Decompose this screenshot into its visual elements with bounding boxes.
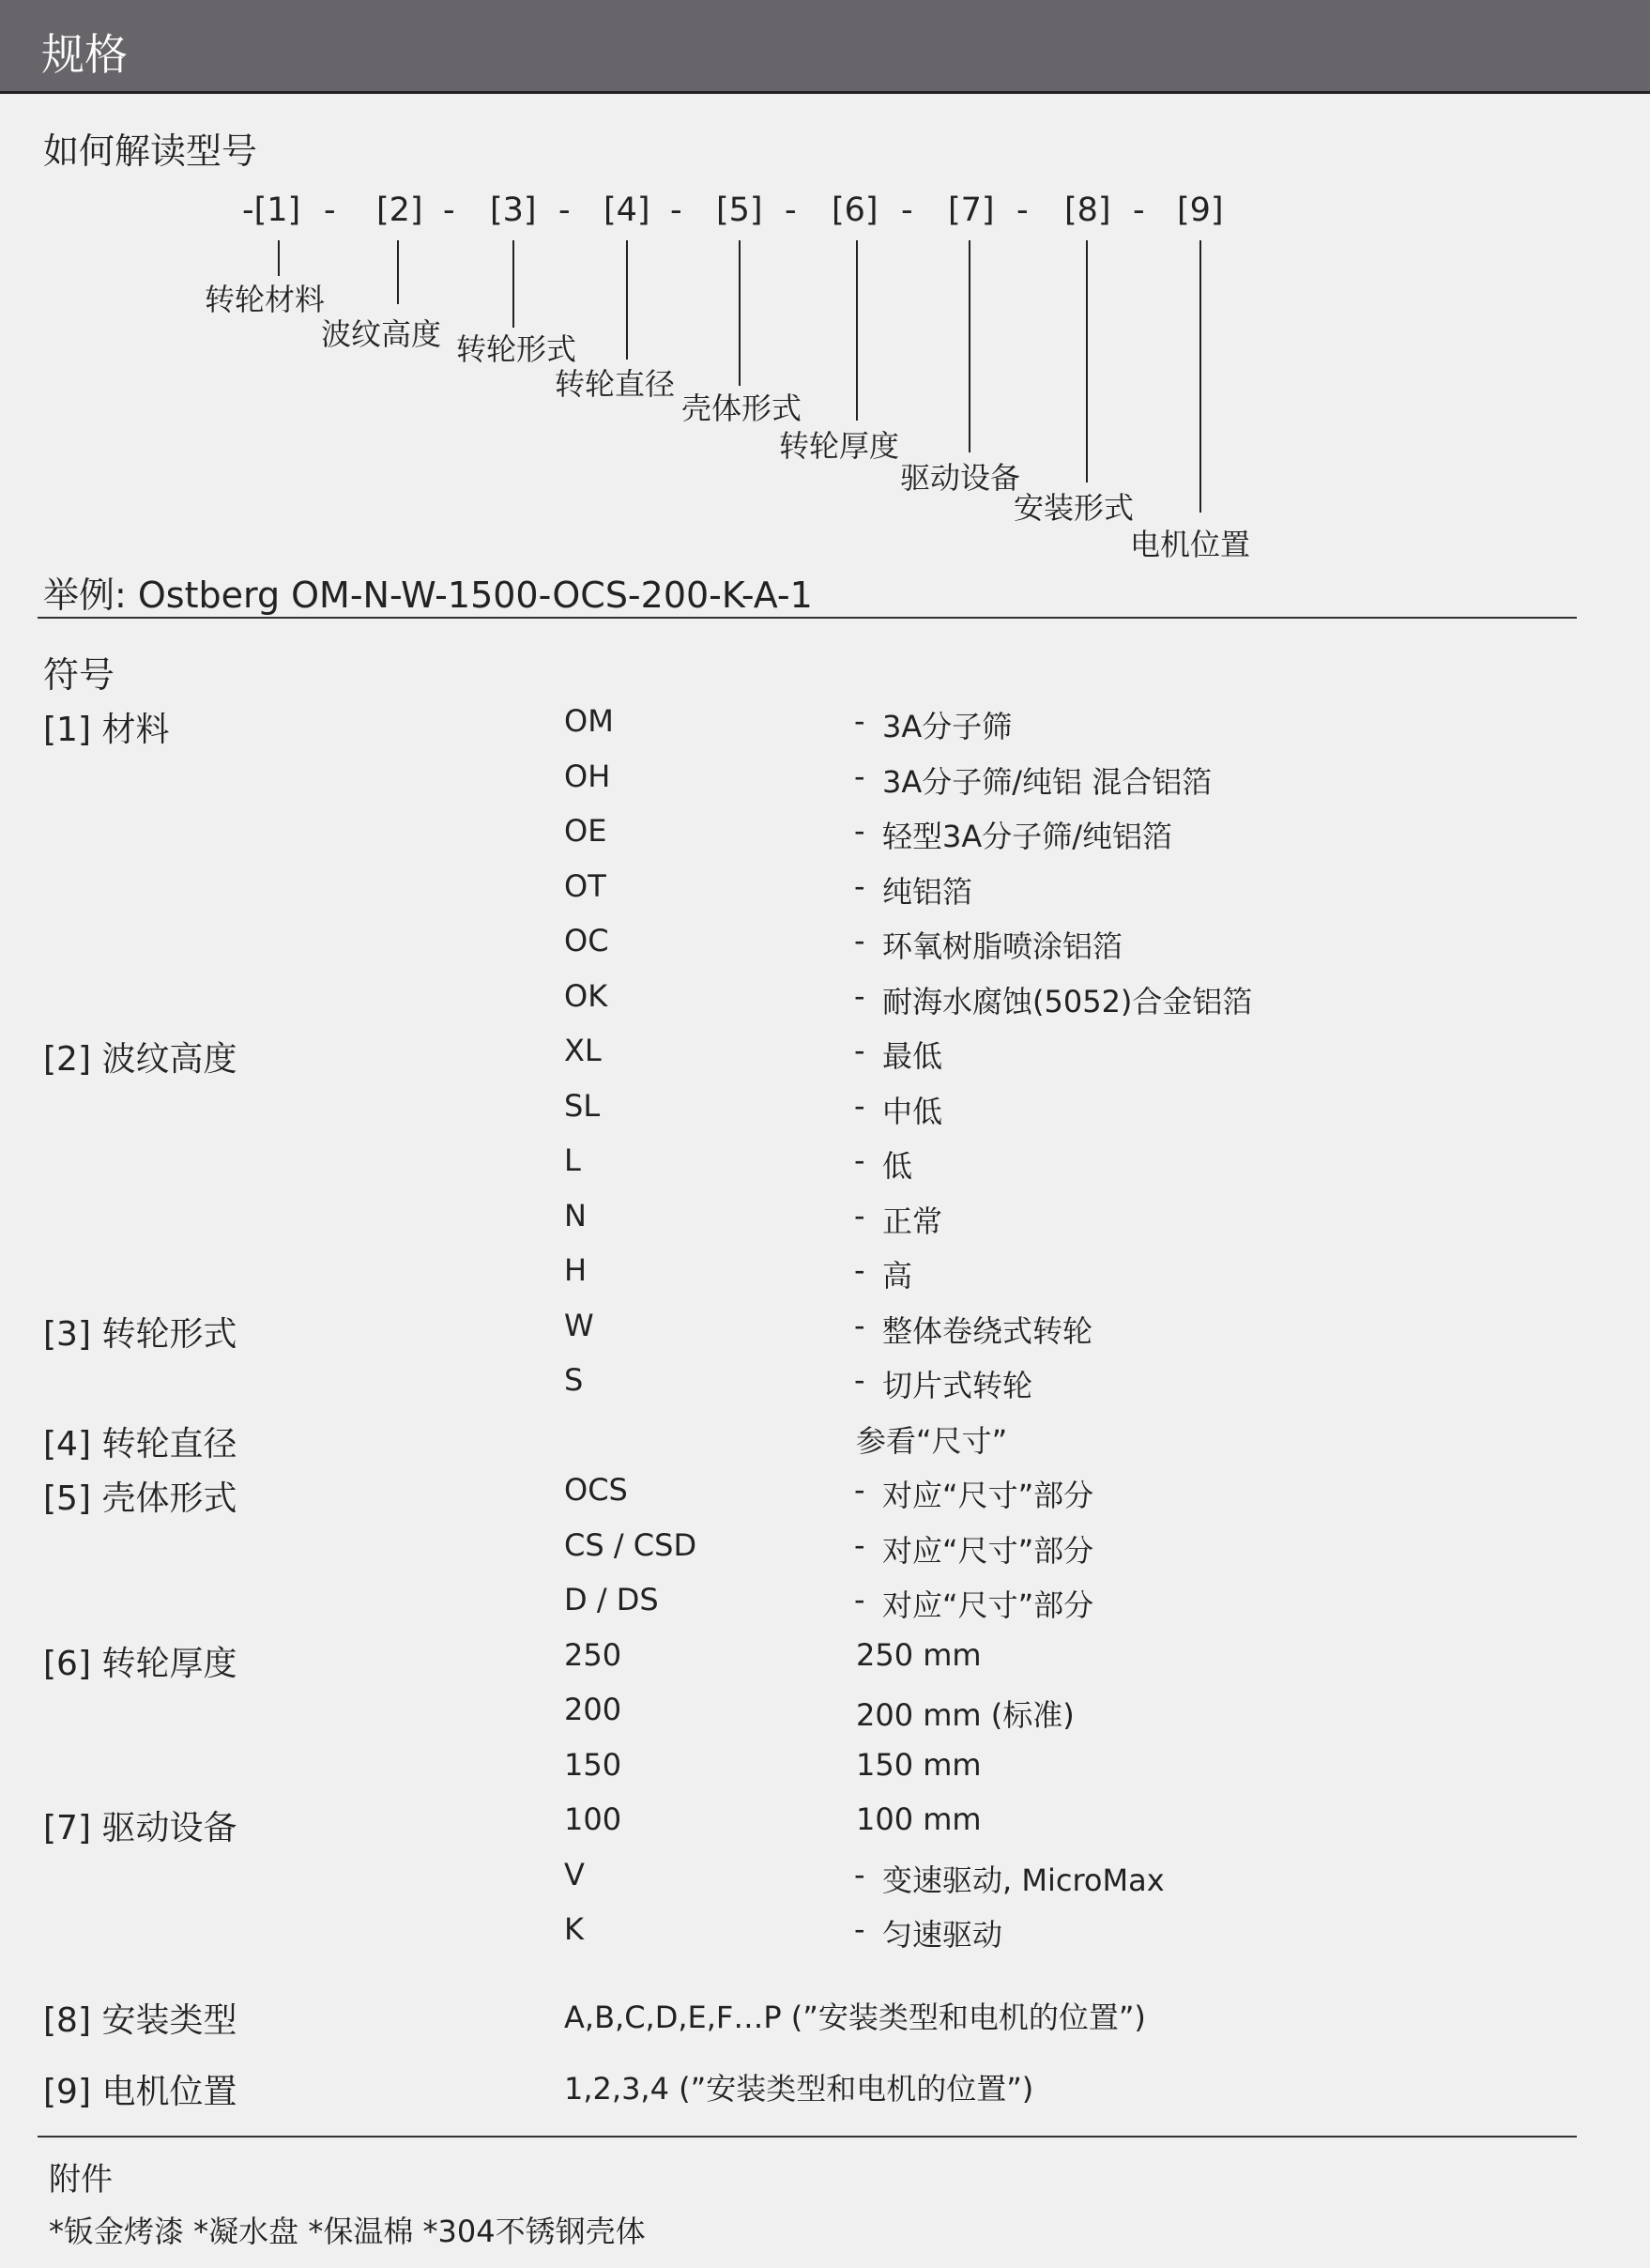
label-rotor-material: 转轮材料	[205, 282, 326, 317]
symbol-code: XL	[564, 1033, 602, 1068]
symbol-code: S	[564, 1362, 584, 1398]
symbol-description: 中低	[882, 1093, 943, 1129]
symbol-description: 3A分子筛/纯铝 混合铝箔	[882, 763, 1213, 800]
symbol-code: 1,2,3,4 (”安装类型和电机的位置”)	[564, 2071, 1034, 2107]
symbol-code: OK	[564, 977, 608, 1014]
symbols-title: 符号	[43, 654, 115, 696]
symbol-description: 正常	[882, 1203, 943, 1239]
symbol-dash: -	[854, 1911, 865, 1947]
label-motor-position: 电机位置	[1130, 527, 1251, 562]
accessories-title: 附件	[49, 2161, 113, 2199]
symbol-code: V	[564, 1856, 585, 1893]
symbol-category: [7] 驱动设备	[43, 1809, 237, 1847]
page-title: 规格	[41, 29, 128, 80]
code-sep: -	[670, 192, 682, 229]
symbol-description: 高	[882, 1258, 913, 1294]
symbol-category: [5] 壳体形式	[43, 1479, 237, 1518]
code-sep: -	[1133, 192, 1145, 229]
symbol-dash: -	[854, 1472, 865, 1508]
symbol-dash: -	[854, 813, 865, 849]
header-bar	[0, 0, 1650, 94]
symbol-code: W	[564, 1307, 594, 1343]
code-4: [4]	[603, 192, 650, 229]
symbol-description: 耐海水腐蚀(5052)合金铝箔	[882, 983, 1253, 1019]
code-sep: -	[1016, 192, 1029, 229]
code-2: [2]	[376, 192, 423, 229]
code-5: [5]	[716, 192, 763, 229]
symbol-code: L	[564, 1142, 581, 1178]
code-1: -[1]	[242, 192, 301, 229]
symbol-description: 200 mm (标准)	[856, 1697, 1075, 1733]
code-7: [7]	[948, 192, 995, 229]
symbol-description: 对应“尺寸”部分	[882, 1478, 1094, 1513]
symbol-code: CS / CSD	[564, 1526, 697, 1563]
symbol-code: A,B,C,D,E,F…P (”安装类型和电机的位置”)	[564, 2000, 1146, 2035]
code-9: [9]	[1177, 192, 1224, 229]
symbol-code: OH	[564, 758, 611, 794]
decode-title: 如何解读型号	[43, 130, 258, 172]
code-sep: -	[443, 192, 455, 229]
symbol-category: [8] 安装类型	[43, 2001, 237, 2040]
label-mounting: 安装形式	[1014, 490, 1135, 526]
leader-line	[856, 240, 858, 421]
code-8: [8]	[1064, 192, 1111, 229]
symbol-dash: -	[854, 867, 865, 904]
symbol-description: 轻型3A分子筛/纯铝箔	[882, 819, 1173, 854]
symbol-code: 200	[564, 1692, 622, 1727]
code-3: [3]	[490, 192, 537, 229]
symbol-category: [2] 波纹高度	[43, 1040, 237, 1079]
label-rotor-thickness: 转轮厚度	[779, 428, 900, 464]
symbol-code: OC	[564, 923, 609, 958]
label-drive: 驱动设备	[900, 460, 1021, 496]
symbol-category: [1] 材料	[43, 711, 170, 749]
symbol-dash: -	[854, 1142, 865, 1178]
code-sep: -	[901, 192, 913, 229]
leader-line	[739, 240, 741, 386]
code-sep: -	[324, 192, 336, 229]
leader-line	[397, 240, 399, 304]
symbol-description: 参看“尺寸”	[856, 1422, 1008, 1459]
symbol-code: 150	[564, 1746, 622, 1783]
symbol-description: 匀速驱动	[882, 1917, 1003, 1953]
symbol-dash: -	[854, 1197, 865, 1234]
symbol-description: 对应“尺寸”部分	[882, 1587, 1094, 1623]
symbol-description: 150 mm	[856, 1746, 982, 1783]
leader-line	[626, 240, 628, 360]
symbol-dash: -	[854, 1582, 865, 1617]
symbol-description: 100 mm	[856, 1801, 982, 1837]
symbol-description: 整体卷绕式转轮	[882, 1312, 1093, 1349]
symbol-dash: -	[854, 923, 865, 958]
code-sep: -	[558, 192, 571, 229]
symbol-category: [3] 转轮形式	[43, 1314, 237, 1354]
leader-line	[1199, 240, 1201, 513]
symbol-category: [9] 电机位置	[43, 2073, 237, 2111]
symbol-code: OE	[564, 813, 607, 849]
label-rotor-diameter: 转轮直径	[555, 366, 676, 402]
symbol-category: [6] 转轮厚度	[43, 1644, 237, 1683]
symbol-code: OM	[564, 703, 614, 739]
symbol-code: 100	[564, 1801, 622, 1837]
leader-line	[1086, 240, 1088, 483]
symbol-description: 变速驱动, MicroMax	[882, 1862, 1165, 1898]
symbol-dash: -	[854, 1252, 865, 1288]
symbol-description: 3A分子筛	[882, 709, 1013, 744]
symbol-code: OCS	[564, 1472, 628, 1508]
symbol-description: 切片式转轮	[882, 1368, 1033, 1403]
symbol-code: 250	[564, 1636, 622, 1673]
symbol-description: 最低	[882, 1038, 943, 1074]
symbol-dash: -	[854, 1526, 865, 1563]
symbol-description: 250 mm	[856, 1636, 982, 1673]
code-sep: -	[785, 192, 797, 229]
symbol-description: 环氧树脂喷涂铝箔	[882, 928, 1123, 964]
label-wave-height: 波纹高度	[321, 316, 442, 352]
accessories-items: *钣金烤漆 *凝水盘 *保温棉 *304不锈钢壳体	[49, 2214, 646, 2249]
leader-line	[278, 240, 280, 276]
symbol-dash: -	[854, 1033, 865, 1068]
symbol-dash: -	[854, 1856, 865, 1893]
label-casing-type: 壳体形式	[681, 391, 802, 426]
symbol-description: 对应“尺寸”部分	[882, 1532, 1094, 1569]
symbol-code: SL	[564, 1087, 601, 1124]
symbol-category: [4] 转轮直径	[43, 1424, 237, 1463]
symbol-code: D / DS	[564, 1582, 659, 1617]
example-model: 举例: Ostberg OM-N-W-1500-OCS-200-K-A-1	[43, 575, 813, 616]
label-rotor-type: 转轮形式	[456, 331, 577, 367]
symbol-description: 低	[882, 1148, 913, 1184]
symbol-code: H	[564, 1252, 588, 1288]
symbol-dash: -	[854, 1307, 865, 1343]
symbol-dash: -	[854, 703, 865, 739]
symbol-dash: -	[854, 1087, 865, 1124]
symbol-code: N	[564, 1197, 587, 1234]
symbol-code: OT	[564, 867, 606, 904]
divider	[38, 617, 1577, 619]
leader-line	[512, 240, 514, 328]
symbol-code: K	[564, 1911, 584, 1947]
symbol-dash: -	[854, 758, 865, 794]
symbol-description: 纯铝箔	[882, 873, 973, 910]
symbol-dash: -	[854, 1362, 865, 1398]
code-6: [6]	[832, 192, 878, 229]
divider	[38, 2136, 1577, 2138]
leader-line	[969, 240, 970, 452]
symbol-dash: -	[854, 977, 865, 1014]
